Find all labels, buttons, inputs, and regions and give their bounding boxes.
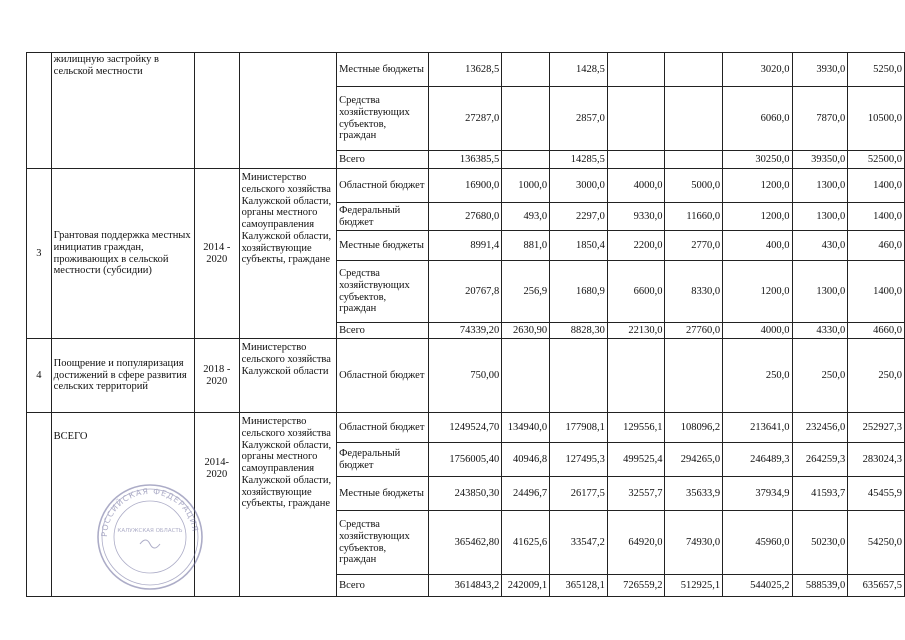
value-2018: 37934,9	[723, 477, 792, 511]
value-2017: 8330,0	[665, 261, 723, 323]
value-total: 8991,4	[428, 231, 502, 261]
document-page	[26, 52, 905, 597]
value-2017: 74930,0	[665, 511, 723, 575]
value-2020: 635657,5	[848, 575, 905, 597]
value-2016: 9330,0	[607, 203, 665, 231]
value-2015: 1850,4	[550, 231, 608, 261]
value-total: 3614843,2	[428, 575, 502, 597]
value-2019: 1300,0	[792, 169, 848, 203]
funding-source-total: Всего	[337, 151, 429, 169]
value-2017	[665, 339, 723, 413]
value-2019: 588539,0	[792, 575, 848, 597]
value-2015: 2857,0	[550, 87, 608, 151]
value-2018: 400,0	[723, 231, 792, 261]
value-2018: 3020,0	[723, 53, 792, 87]
value-2019: 250,0	[792, 339, 848, 413]
value-2020: 283024,3	[848, 443, 905, 477]
value-2014: 24496,7	[502, 477, 550, 511]
value-2020: 252927,3	[848, 413, 905, 443]
funding-source: Местные бюджеты	[337, 477, 429, 511]
value-total: 27680,0	[428, 203, 502, 231]
value-total: 750,00	[428, 339, 502, 413]
value-2016: 499525,4	[607, 443, 665, 477]
seal-ring-text: РОССИЙСКАЯ ФЕДЕРАЦИЯ	[99, 486, 200, 538]
funding-source: Федеральный бюджет	[337, 203, 429, 231]
value-2019: 3930,0	[792, 53, 848, 87]
row-number-cell: 3	[27, 169, 52, 339]
period-cell	[194, 53, 239, 169]
value-2015: 177908,1	[550, 413, 608, 443]
value-2020: 250,0	[848, 339, 905, 413]
value-2014: 134940,0	[502, 413, 550, 443]
value-2018: 250,0	[723, 339, 792, 413]
value-2016	[607, 87, 665, 151]
value-total: 74339,20	[428, 323, 502, 339]
total-name-cell: ВСЕГО	[51, 413, 194, 597]
value-2020: 10500,0	[848, 87, 905, 151]
value-2016: 64920,0	[607, 511, 665, 575]
value-2015: 1680,9	[550, 261, 608, 323]
value-2018: 30250,0	[723, 151, 792, 169]
value-2019: 41593,7	[792, 477, 848, 511]
table-row	[27, 169, 905, 203]
value-2020: 1400,0	[848, 261, 905, 323]
value-2014: 40946,8	[502, 443, 550, 477]
value-2020: 460,0	[848, 231, 905, 261]
value-total: 365462,80	[428, 511, 502, 575]
funding-source: Областной бюджет	[337, 413, 429, 443]
value-2015: 33547,2	[550, 511, 608, 575]
value-2017: 2770,0	[665, 231, 723, 261]
value-2014: 256,9	[502, 261, 550, 323]
value-2016: 2200,0	[607, 231, 665, 261]
value-2020: 5250,0	[848, 53, 905, 87]
value-total: 1756005,40	[428, 443, 502, 477]
period-cell: 2018 - 2020	[194, 339, 239, 413]
executor-cell	[239, 53, 337, 169]
value-total: 136385,5	[428, 151, 502, 169]
value-2020: 4660,0	[848, 323, 905, 339]
value-2020: 1400,0	[848, 203, 905, 231]
value-2016: 32557,7	[607, 477, 665, 511]
value-2014	[502, 87, 550, 151]
value-total: 13628,5	[428, 53, 502, 87]
funding-source-total: Всего	[337, 323, 429, 339]
value-2015	[550, 339, 608, 413]
measure-name-cell: Грантовая поддержка местных инициатив граждан, проживающих в сельской местности (субсидии)	[51, 169, 194, 339]
value-2014	[502, 151, 550, 169]
funding-source: Областной бюджет	[337, 169, 429, 203]
period-cell: 2014- 2020	[194, 413, 239, 597]
executor-cell: Министерство сельского хозяйства Калужской области, органы местного самоуправления Калужской области, хозяйствующие субъекты, граждане	[239, 413, 337, 597]
value-2016: 726559,2	[607, 575, 665, 597]
value-2015: 8828,30	[550, 323, 608, 339]
value-2016	[607, 53, 665, 87]
value-2017: 5000,0	[665, 169, 723, 203]
row-number-cell: 4	[27, 339, 52, 413]
value-2020: 45455,9	[848, 477, 905, 511]
value-2018: 45960,0	[723, 511, 792, 575]
measure-name-cell: жилищную застройку в сельской местности	[51, 53, 194, 169]
value-2016: 6600,0	[607, 261, 665, 323]
value-2017: 512925,1	[665, 575, 723, 597]
value-2016: 4000,0	[607, 169, 665, 203]
value-2016: 129556,1	[607, 413, 665, 443]
value-2018: 4000,0	[723, 323, 792, 339]
value-2017: 11660,0	[665, 203, 723, 231]
value-total: 16900,0	[428, 169, 502, 203]
value-2019: 1300,0	[792, 261, 848, 323]
value-2017	[665, 87, 723, 151]
period-cell: 2014 - 2020	[194, 169, 239, 339]
value-2015: 127495,3	[550, 443, 608, 477]
value-2018: 213641,0	[723, 413, 792, 443]
funding-source: Местные бюджеты	[337, 231, 429, 261]
table-row	[27, 339, 905, 413]
value-2014	[502, 339, 550, 413]
value-2014: 41625,6	[502, 511, 550, 575]
value-2015: 365128,1	[550, 575, 608, 597]
value-2018: 1200,0	[723, 261, 792, 323]
table-row	[27, 53, 905, 87]
table-row	[27, 413, 905, 443]
value-total: 243850,30	[428, 477, 502, 511]
value-2020: 1400,0	[848, 169, 905, 203]
value-2014: 493,0	[502, 203, 550, 231]
value-2019: 1300,0	[792, 203, 848, 231]
value-2014: 2630,90	[502, 323, 550, 339]
value-2015: 2297,0	[550, 203, 608, 231]
value-2017: 27760,0	[665, 323, 723, 339]
value-2015: 26177,5	[550, 477, 608, 511]
value-2018: 1200,0	[723, 203, 792, 231]
funding-source: Областной бюджет	[337, 339, 429, 413]
value-2019: 50230,0	[792, 511, 848, 575]
value-2017: 35633,9	[665, 477, 723, 511]
value-2017	[665, 151, 723, 169]
value-2016	[607, 151, 665, 169]
value-2019: 39350,0	[792, 151, 848, 169]
value-2019: 4330,0	[792, 323, 848, 339]
value-2019: 264259,3	[792, 443, 848, 477]
executor-cell: Министерство сельского хозяйства Калужской области, органы местного самоуправления Калужской области, хозяйствующие субъекты, граждане	[239, 169, 337, 339]
value-2019: 7870,0	[792, 87, 848, 151]
value-2017	[665, 53, 723, 87]
row-number-cell	[27, 53, 52, 169]
value-2016	[607, 339, 665, 413]
funding-source-total: Всего	[337, 575, 429, 597]
value-2020: 52500,0	[848, 151, 905, 169]
value-2018: 246489,3	[723, 443, 792, 477]
value-total: 20767,8	[428, 261, 502, 323]
value-2014: 881,0	[502, 231, 550, 261]
value-2017: 108096,2	[665, 413, 723, 443]
value-2014	[502, 53, 550, 87]
value-2014: 1000,0	[502, 169, 550, 203]
value-2018: 1200,0	[723, 169, 792, 203]
seal-inner-text: КАЛУЖСКАЯ ОБЛАСТЬ	[117, 528, 183, 534]
value-2018: 6060,0	[723, 87, 792, 151]
value-2015: 3000,0	[550, 169, 608, 203]
value-total: 1249524,70	[428, 413, 502, 443]
value-2016: 22130,0	[607, 323, 665, 339]
value-2015: 1428,5	[550, 53, 608, 87]
funding-source: Местные бюджеты	[337, 53, 429, 87]
executor-cell: Министерство сельского хозяйства Калужской области	[239, 339, 337, 413]
value-2018: 544025,2	[723, 575, 792, 597]
value-2015: 14285,5	[550, 151, 608, 169]
funding-source: Средства хозяйствующих субъектов, граждан	[337, 261, 429, 323]
funding-source: Средства хозяйствующих субъектов, граждан	[337, 87, 429, 151]
value-2020: 54250,0	[848, 511, 905, 575]
value-2017: 294265,0	[665, 443, 723, 477]
row-number-cell	[27, 413, 52, 597]
measure-name-cell: Поощрение и популяризация достижений в сфере развития сельских территорий	[51, 339, 194, 413]
program-funding-table	[26, 52, 905, 597]
value-total: 27287,0	[428, 87, 502, 151]
funding-source: Средства хозяйствующих субъектов, граждан	[337, 511, 429, 575]
funding-source: Федеральный бюджет	[337, 443, 429, 477]
value-2014: 242009,1	[502, 575, 550, 597]
value-2019: 232456,0	[792, 413, 848, 443]
value-2019: 430,0	[792, 231, 848, 261]
